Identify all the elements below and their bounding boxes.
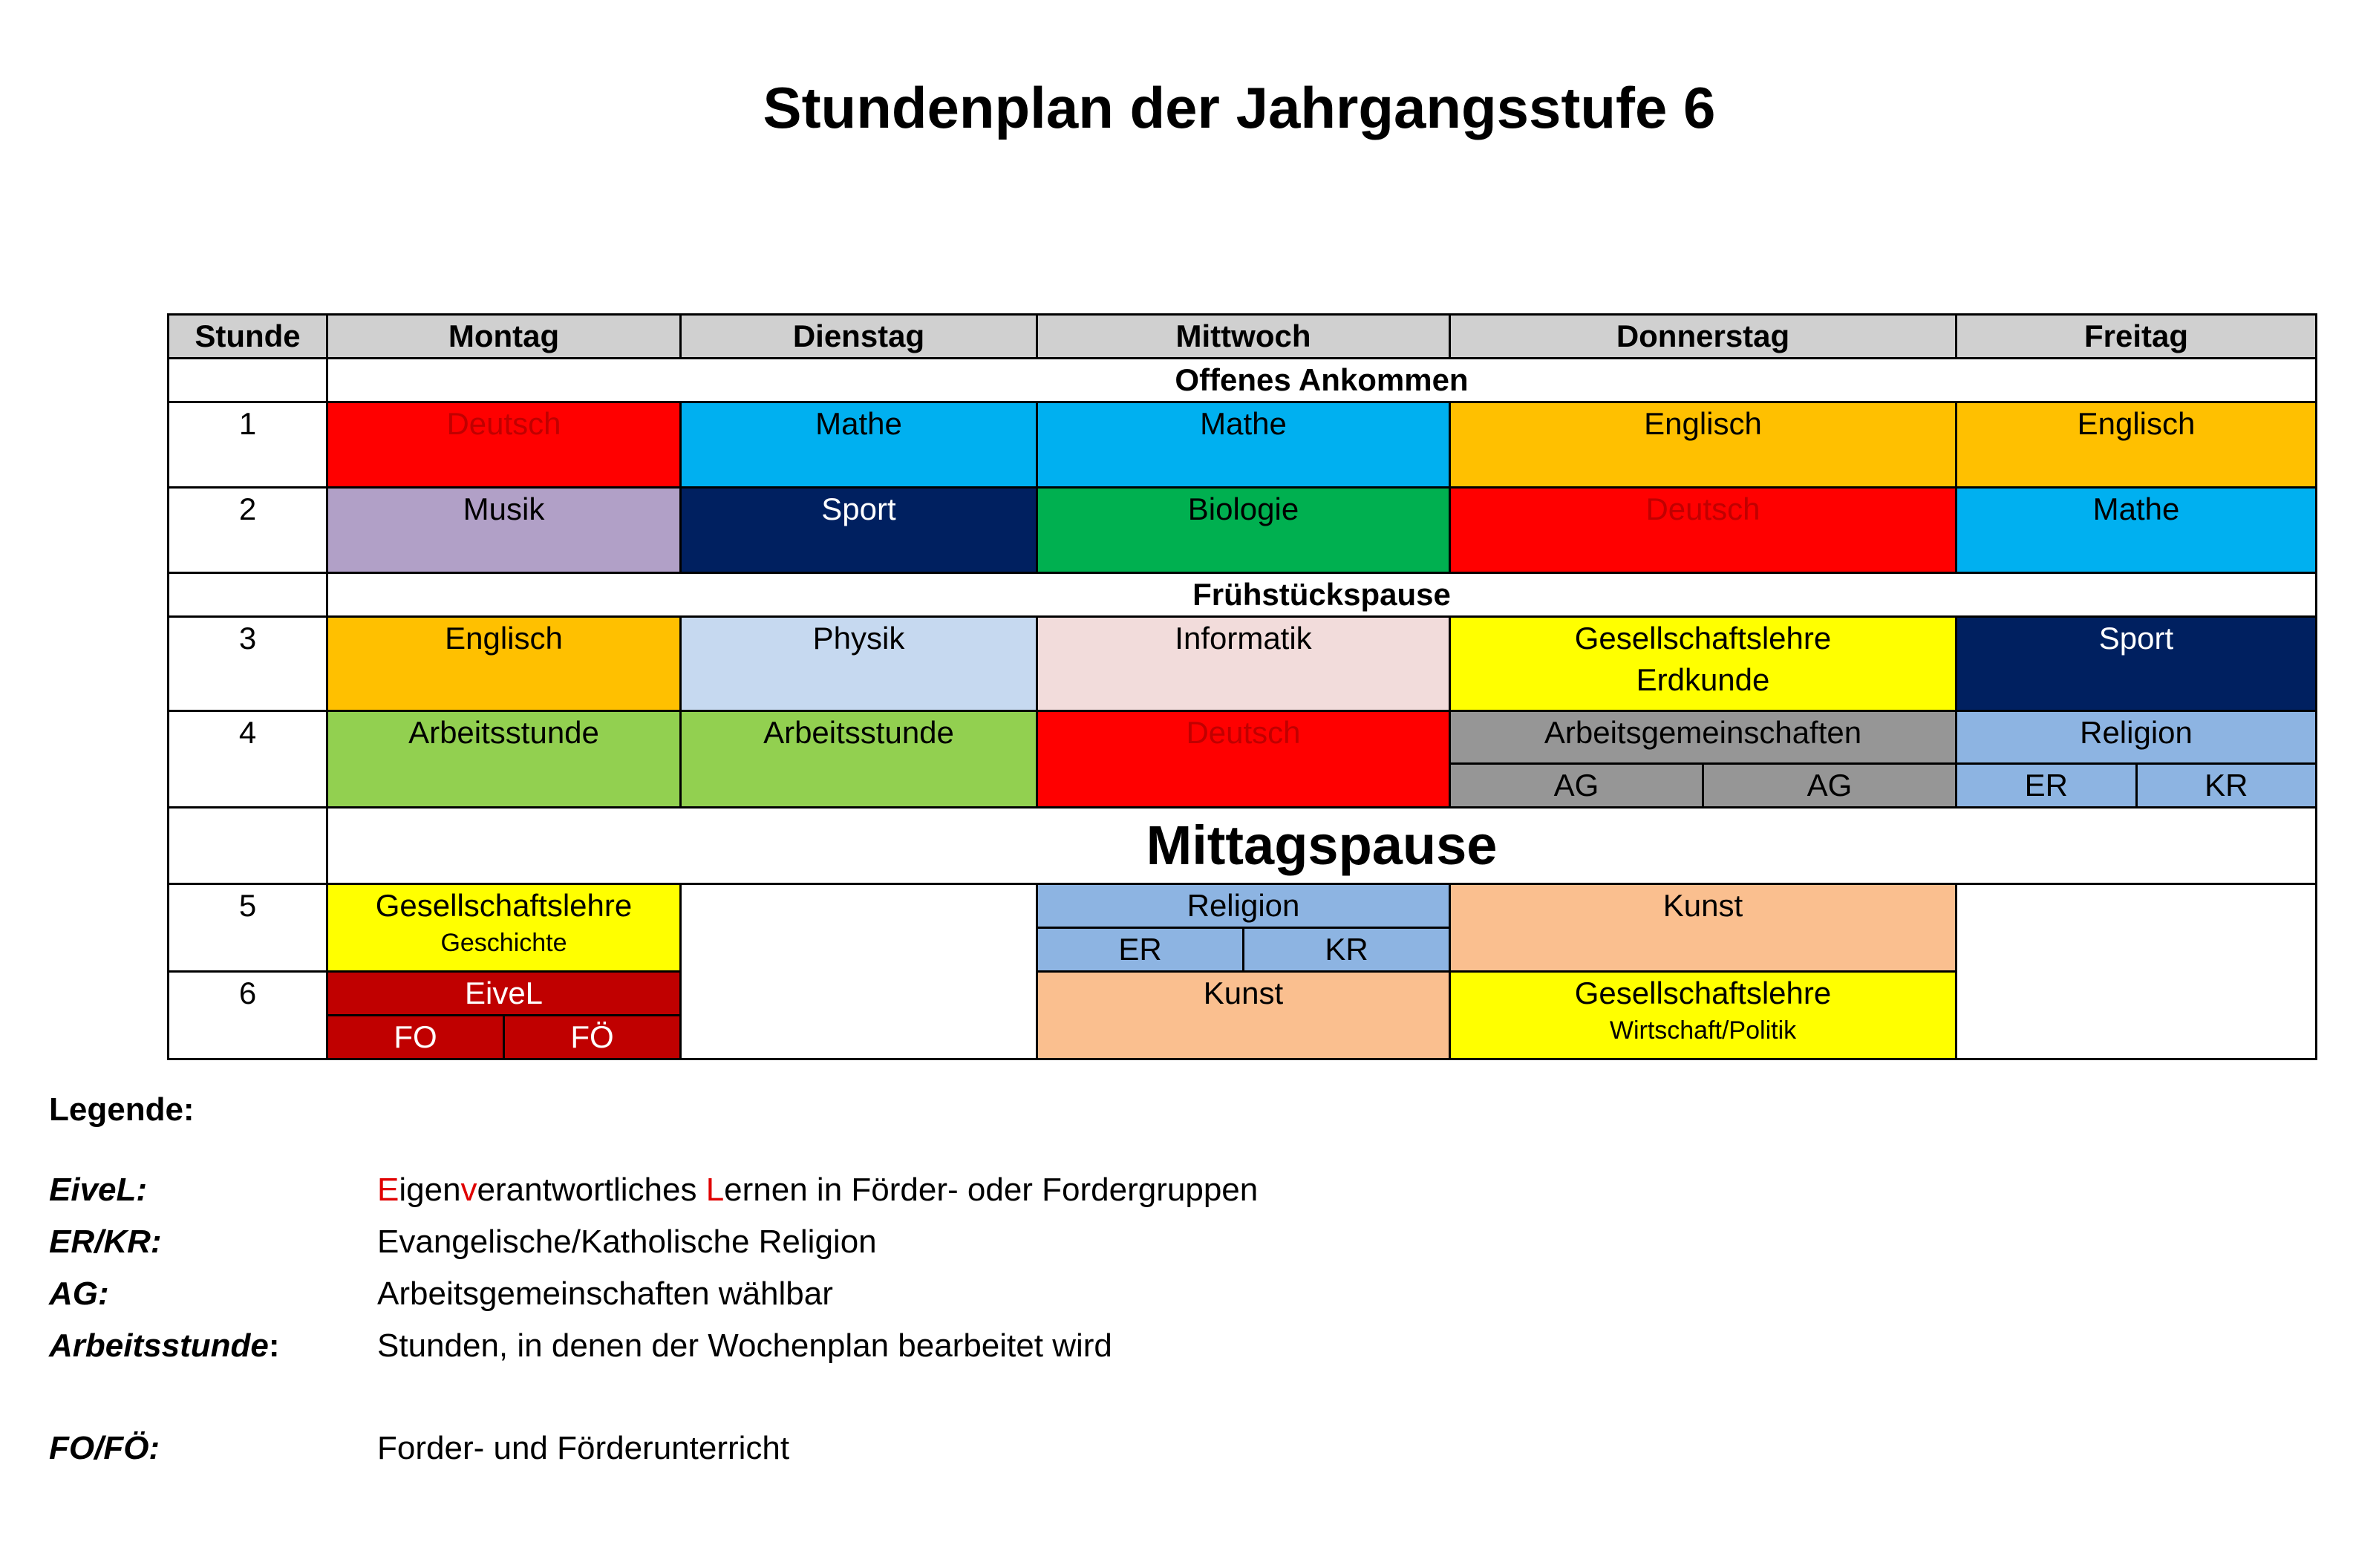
lesson-title: Religion: [1187, 888, 1300, 923]
lesson-cell: Deutsch: [1450, 488, 1957, 573]
lesson-cell: Sport: [1957, 617, 2317, 711]
group-cell: FÖ: [503, 1016, 679, 1058]
header-dienstag: Dienstag: [681, 315, 1037, 359]
empty-cell: [169, 359, 327, 402]
highlight-letter: L: [705, 1172, 725, 1208]
empty-lesson-cell: [681, 884, 1037, 1059]
highlight-letter: v: [460, 1172, 477, 1208]
group-cell: ER: [1118, 932, 1162, 967]
legend-description: Evangelische/Katholische Religion: [377, 1224, 877, 1260]
header-freitag: Freitag: [1957, 315, 2317, 359]
header-donnerstag: Donnerstag: [1450, 315, 1957, 359]
header-row: [169, 315, 2317, 359]
lesson-cell: Kunst: [1450, 884, 1957, 972]
band-fruehstueckspause: Frühstückspause: [327, 573, 2317, 617]
lesson-subtitle: Wirtschaft/Politik: [1609, 1016, 1797, 1045]
legend-term-colon: :: [268, 1327, 280, 1364]
lesson-cell: Englisch: [1957, 402, 2317, 488]
lunch-row: [169, 808, 2317, 884]
lesson-cell: [327, 972, 681, 1059]
legend-row-eivel: [49, 1164, 1534, 1216]
band-mittagspause: Mittagspause: [327, 808, 2317, 884]
legend-term: [49, 1327, 377, 1365]
lesson-title: EiveL: [464, 976, 544, 1010]
legend-term: ER/KR:: [49, 1224, 162, 1260]
legend-row-arbeitsstunde: [49, 1320, 1534, 1372]
legend-row-erkr: [49, 1216, 1534, 1268]
lesson-cell: Deutsch: [1037, 711, 1450, 808]
period-row-2: [169, 488, 2317, 573]
legend-row-ag: [49, 1268, 1534, 1320]
period-row-5: [169, 884, 2317, 972]
arrival-row: [169, 359, 2317, 402]
lesson-title: Gesellschaftslehre: [1574, 976, 1832, 1010]
legend-term: FO/FÖ:: [49, 1430, 160, 1466]
group-cell: ER: [2024, 768, 2068, 803]
period-row-1: [169, 402, 2317, 488]
period-number: 3: [169, 617, 327, 711]
lesson-cell: Informatik: [1037, 617, 1450, 711]
period-row-4: [169, 711, 2317, 808]
lesson-cell: Englisch: [1450, 402, 1957, 488]
lesson-cell: Biologie: [1037, 488, 1450, 573]
period-number: 2: [169, 488, 327, 573]
header-montag: Montag: [327, 315, 681, 359]
lesson-cell: Deutsch: [327, 402, 681, 488]
lesson-cell: Mathe: [1957, 488, 2317, 573]
lesson-cell: [1450, 972, 1957, 1059]
lesson-cell: Englisch: [327, 617, 681, 711]
period-row-3: [169, 617, 2317, 711]
lesson-cell: Mathe: [681, 402, 1037, 488]
empty-cell: [169, 808, 327, 884]
lesson-cell: [1957, 711, 2317, 808]
legend-description: Stunden, in denen der Wochenplan bearbeitet wird: [377, 1327, 1112, 1364]
legend-row-fofo: [49, 1422, 1534, 1474]
group-cell: FO: [394, 1019, 437, 1054]
lesson-cell: Musik: [327, 488, 681, 573]
header-stunde: Stunde: [169, 315, 327, 359]
group-cell: KR: [1242, 929, 1449, 970]
legend-term-text: Arbeitsstunde: [49, 1327, 269, 1364]
period-number: 6: [169, 972, 327, 1059]
lesson-title: Gesellschaftslehre: [1574, 621, 1832, 656]
period-number: 5: [169, 884, 327, 972]
band-offenes-ankommen: Offenes Ankommen: [327, 359, 2317, 402]
group-cell: KR: [2135, 765, 2316, 806]
empty-lesson-cell: [1957, 884, 2317, 1059]
legend-term: EiveL:: [49, 1172, 148, 1208]
lesson-cell: Arbeitsstunde: [681, 711, 1037, 808]
lesson-cell: Kunst: [1037, 972, 1450, 1059]
page-title: Stundenplan der Jahrgangsstufe 6: [763, 75, 1716, 140]
legend: [49, 1091, 1534, 1474]
lesson-cell: Sport: [681, 488, 1037, 573]
legend-term: AG:: [49, 1275, 109, 1312]
lesson-cell: [1037, 884, 1450, 972]
lesson-cell: Mathe: [1037, 402, 1450, 488]
lesson-cell: [1450, 617, 1957, 711]
group-cell: AG: [1553, 768, 1599, 803]
timetable: [167, 313, 2317, 1060]
lesson-cell: Physik: [681, 617, 1037, 711]
legend-description: Arbeitsgemeinschaften wählbar: [377, 1275, 833, 1312]
empty-cell: [169, 573, 327, 617]
lesson-title: Gesellschaftslehre: [375, 888, 633, 923]
header-mittwoch: Mittwoch: [1037, 315, 1450, 359]
lesson-cell: [327, 884, 681, 972]
lesson-cell: Arbeitsstunde: [327, 711, 681, 808]
legend-text: igen: [399, 1172, 461, 1208]
lesson-title: Arbeitsgemeinschaften: [1544, 715, 1862, 750]
legend-description: [377, 1172, 1534, 1209]
legend-heading: Legende:: [49, 1091, 195, 1128]
period-number: 4: [169, 711, 327, 808]
lesson-subtitle: Geschichte: [440, 929, 567, 957]
breakfast-row: [169, 573, 2317, 617]
period-number: 1: [169, 402, 327, 488]
lesson-cell: [1450, 711, 1957, 808]
highlight-letter: E: [377, 1172, 399, 1208]
legend-text: ernen in Förder- oder Fordergruppen: [724, 1172, 1259, 1208]
legend-text: erantwortliches: [477, 1172, 706, 1208]
lesson-title: Religion: [2080, 715, 2193, 750]
legend-description: Forder- und Förderunterricht: [377, 1430, 790, 1466]
group-cell: AG: [1702, 765, 1955, 806]
lesson-subtitle: Erdkunde: [1636, 662, 1770, 697]
